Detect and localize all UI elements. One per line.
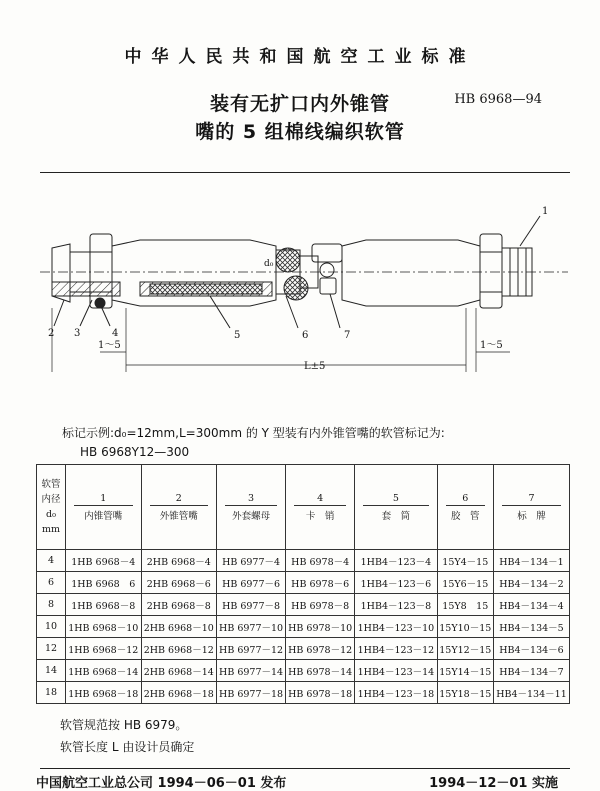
- table-cell: HB 6978－18: [286, 682, 355, 704]
- table-cell: 1HB4－123－4: [355, 550, 437, 572]
- dim-left-text: 1～5: [98, 340, 121, 351]
- table-cell: HB 6978－12: [286, 638, 355, 660]
- table-cell: 2HB 6968－14: [141, 660, 217, 682]
- header-name: 胶 管: [451, 510, 480, 522]
- header-text: mm: [41, 524, 61, 535]
- header-divider: [40, 172, 570, 173]
- header-name: 外套螺母: [232, 510, 271, 522]
- tag-plate-shape: [312, 244, 342, 294]
- header-name: 套 筒: [381, 510, 411, 522]
- hose-assembly-drawing: [40, 200, 570, 385]
- table-cell: 4: [37, 550, 66, 572]
- header-name: 内锥管嘴: [84, 510, 123, 522]
- standard-title: 中华人民共和国航空工业标准: [124, 47, 476, 67]
- header-col-1: [66, 465, 142, 550]
- header-num: 3: [225, 493, 277, 506]
- header-col-2: [141, 465, 217, 550]
- note-length: 软管长度 L 由设计员确定: [60, 740, 195, 754]
- marking-example: [62, 424, 445, 462]
- table-cell: HB 6977－6: [217, 572, 286, 594]
- component-table: [36, 464, 570, 704]
- effective-date: 1994－12－01 实施: [429, 776, 558, 791]
- callout-1: 1: [542, 206, 549, 217]
- table-row: [37, 550, 570, 572]
- callout-5: 5: [234, 330, 241, 341]
- dim-length-text: L±5: [304, 361, 326, 372]
- table-cell: 8: [37, 594, 66, 616]
- table-cell: HB4－134－7: [493, 660, 569, 682]
- table-cell: HB 6977－14: [217, 660, 286, 682]
- diameter-label: d₀: [264, 259, 274, 269]
- header-col-3: [217, 465, 286, 550]
- notes: [60, 714, 194, 758]
- table-cell: 1HB4－123－18: [355, 682, 437, 704]
- table-cell: HB 6977－18: [217, 682, 286, 704]
- table-cell: HB 6977－10: [217, 616, 286, 638]
- table-cell: 2HB 6968－10: [141, 616, 217, 638]
- table-cell: HB 6977－8: [217, 594, 286, 616]
- header-col-4: [286, 465, 355, 550]
- table-cell: HB4－134－1: [493, 550, 569, 572]
- table-cell: 15Y18－15: [437, 682, 493, 704]
- table-cell: 1HB4－123－14: [355, 660, 437, 682]
- table-cell: 14: [37, 660, 66, 682]
- table-cell: HB 6978－6: [286, 572, 355, 594]
- lock-pin-shape: [95, 298, 105, 308]
- table-cell: HB 6978－8: [286, 594, 355, 616]
- table-row: [37, 660, 570, 682]
- table-cell: HB 6977－4: [217, 550, 286, 572]
- table-cell: 1HB4－123－10: [355, 616, 437, 638]
- leader-3: [80, 300, 92, 326]
- table-cell: 15Y12－15: [437, 638, 493, 660]
- callout-6: 6: [302, 330, 309, 341]
- leader-6: [286, 296, 298, 328]
- table-row: [37, 638, 570, 660]
- table-cell: 2HB 6968－6: [141, 572, 217, 594]
- note-spec: 软管规范按 HB 6979。: [60, 718, 188, 732]
- table-cell: HB4－134－5: [493, 616, 569, 638]
- table-cell: 1HB4－123－12: [355, 638, 437, 660]
- callout-7: 7: [344, 330, 351, 341]
- table-cell: HB4－134－6: [493, 638, 569, 660]
- table-cell: 1HB 6968－8: [66, 594, 142, 616]
- table-header-row: [37, 465, 570, 550]
- standard-code: HB 6968—94: [454, 92, 542, 107]
- issue-info: 中国航空工业总公司 1994－06－01 发布: [36, 776, 287, 791]
- leader-5: [210, 296, 230, 328]
- table-cell: 2HB 6968－8: [141, 594, 217, 616]
- header-col-6: [437, 465, 493, 550]
- table-cell: HB4－134－4: [493, 594, 569, 616]
- leader-2: [54, 300, 64, 326]
- table-cell: 15Y8 15: [437, 594, 493, 616]
- right-sleeve-shape: [342, 240, 480, 306]
- table-cell: HB 6978－14: [286, 660, 355, 682]
- coupling-nut-shape: [90, 234, 112, 308]
- sleeve-shape: [112, 240, 276, 306]
- table-cell: 1HB 6968－18: [66, 682, 142, 704]
- leader-1: [520, 216, 540, 246]
- table-cell: 1HB 6968－14: [66, 660, 142, 682]
- header-num: 6: [446, 493, 485, 506]
- table-row: [37, 616, 570, 638]
- table-cell: 1HB 6968－12: [66, 638, 142, 660]
- marking-example-code: HB 6968Y12—300: [80, 445, 190, 459]
- header-num: 1: [74, 493, 133, 506]
- marking-example-text: 标记示例:d₀=12mm,L=300mm 的 Y 型装有内外锥管嘴的软管标记为:: [62, 426, 445, 440]
- callout-3: 3: [74, 328, 81, 339]
- table-cell: 15Y6－15: [437, 572, 493, 594]
- header-hose-bore: [37, 465, 66, 550]
- table-cell: 1HB 6968－4: [66, 550, 142, 572]
- table-cell: 6: [37, 572, 66, 594]
- header-name: 标 牌: [517, 510, 546, 522]
- inner-cone-nipple-shape: [52, 244, 120, 302]
- outer-cone-nipple-shape: [480, 234, 532, 308]
- header-num: 5: [363, 493, 428, 506]
- leader-4: [100, 304, 110, 326]
- footer-divider: [40, 768, 570, 769]
- table-cell: 15Y4－15: [437, 550, 493, 572]
- table-cell: HB4－134－11: [493, 682, 569, 704]
- header-text: 软管: [41, 479, 61, 490]
- table-row: [37, 572, 570, 594]
- table-cell: 15Y10－15: [437, 616, 493, 638]
- table-cell: 15Y14－15: [437, 660, 493, 682]
- table-cell: 10: [37, 616, 66, 638]
- header-num: 2: [150, 493, 209, 506]
- table-cell: 1HB 6968 6: [66, 572, 142, 594]
- dim-right-text: 1～5: [480, 340, 503, 351]
- header-col-7: [493, 465, 569, 550]
- table-cell: 2HB 6968－18: [141, 682, 217, 704]
- document-title-line-2: 嘴的 5 组棉线编织软管: [195, 121, 405, 143]
- table-cell: HB 6978－4: [286, 550, 355, 572]
- header-num: 7: [502, 493, 561, 506]
- table-cell: HB 6978－10: [286, 616, 355, 638]
- table-cell: 12: [37, 638, 66, 660]
- callout-2: 2: [48, 328, 55, 339]
- header-col-5: [355, 465, 437, 550]
- table-cell: HB4－134－2: [493, 572, 569, 594]
- header-name: 外锥管嘴: [159, 510, 198, 522]
- document-title-line-1: 装有无扩口内外锥管: [209, 93, 390, 115]
- callout-4: 4: [112, 328, 119, 339]
- header-num: 4: [294, 493, 346, 506]
- table-cell: 18: [37, 682, 66, 704]
- table-cell: 1HB4－123－6: [355, 572, 437, 594]
- header-text: 内径: [41, 494, 61, 505]
- table-cell: 2HB 6968－4: [141, 550, 217, 572]
- table-row: [37, 594, 570, 616]
- table-cell: HB 6977－12: [217, 638, 286, 660]
- table-cell: 1HB 6968－10: [66, 616, 142, 638]
- header-name: 卡 销: [305, 510, 335, 522]
- table-cell: 2HB 6968－12: [141, 638, 217, 660]
- table-cell: 1HB4－123－8: [355, 594, 437, 616]
- header-text: d₀: [46, 509, 56, 520]
- table-row: [37, 682, 570, 704]
- leader-7: [330, 294, 340, 328]
